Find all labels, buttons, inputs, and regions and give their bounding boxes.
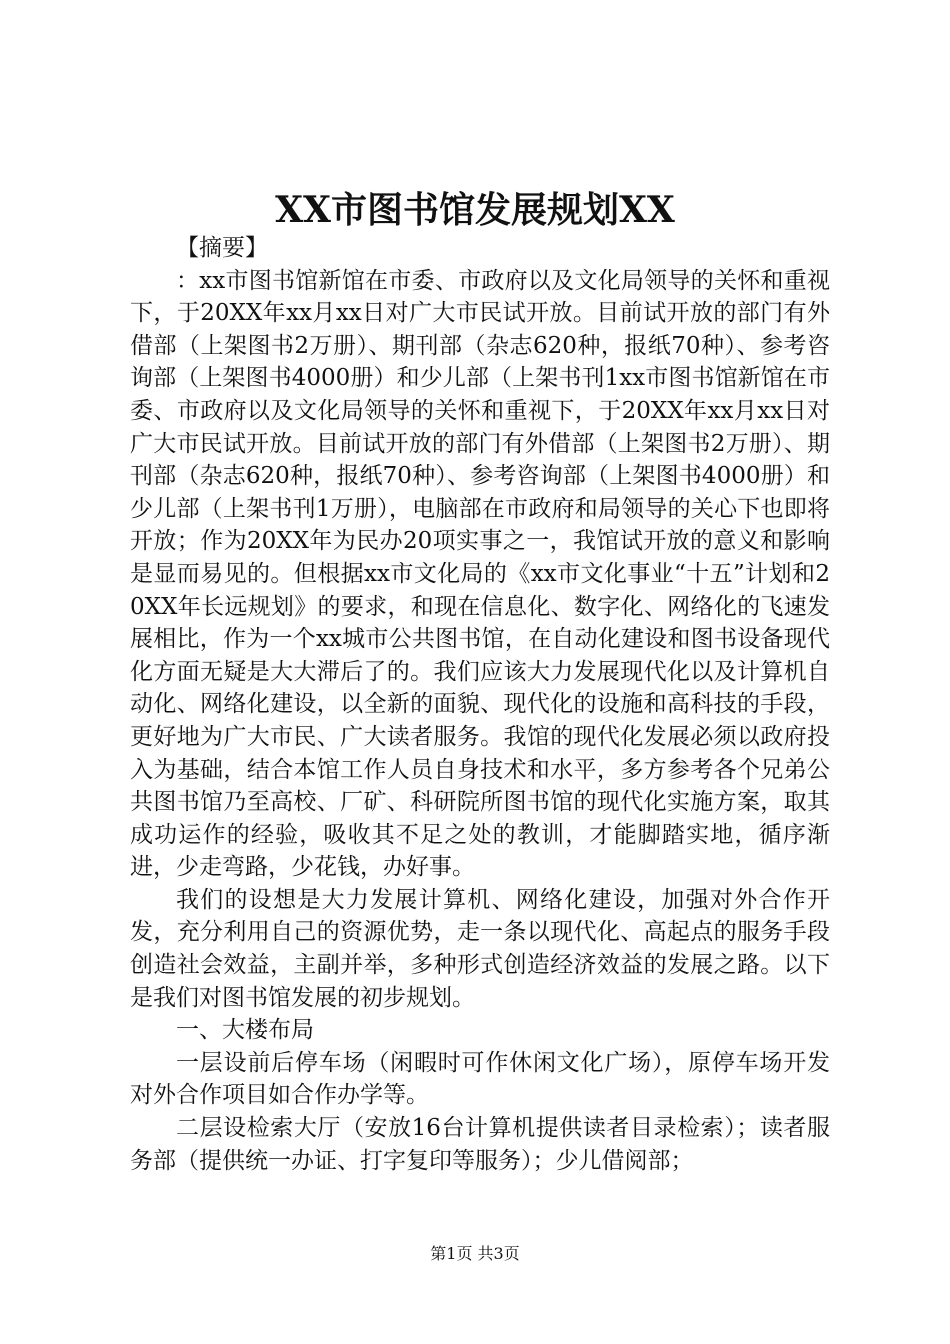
body-paragraph: 一层设前后停车场（闲暇时可作休闲文化广场），原停车场开发对外合作项目如合作办学等。 (130, 1049, 830, 1109)
page-number: 第1页 共3页 (430, 1244, 520, 1263)
body-paragraph: 我们的设想是大力发展计算机、网络化建设，加强对外合作开发，充分利用自己的资源优势，走一条以现代化、高起点的服务手段创造社会效益，主副并举，多种形式创造经济效益的发展之路。以下是我们对图书馆发展的初步规划。 (130, 886, 830, 1011)
abstract-heading: 【摘要】 (176, 235, 268, 261)
abstract-paragraph: ：xx市图书馆新馆在市委、市政府以及文化局领导的关怀和重视下，于20XX年xx月xx日对广大市民试开放。目前试开放的部门有外借部（上架图书2万册）、期刊部（杂志620种，报纸70种）、参考咨询部（上架图书4000册）和少儿部（上架书刊1xx市图书馆新馆在市委、市政府以及文化局领导的关怀和重视下，于20XX年xx月xx日对广大市民试开放。目前试开放的部门有外借部（上架图书2万册）、期刊部（杂志620种，报纸70种）、参考咨询部（上架图书4000册）和少儿部（上架书刊1万册），电脑部在市政府和局领导的关心下也即将开放；作为20XX年为民办20项实事之一，我馆试开放的意义和影响是显而易见的。但根据xx市文化局的《xx市文化事业“十五”计划和20XX年长远规划》的要求，和现在信息化、数字化、网络化的飞速发展相比，作为一个xx城市公共图书馆，在自动化建设和图书设备现代化方面无疑是大大滞后了的。我们应该大力发展现代化以及计算机自动化、网络化建设，以全新的面貌、现代化的设施和高科技的手段，更好地为广大市民、广大读者服务。我馆的现代化发展必须以政府投入为基础，结合本馆工作人员自身技术和水平，多方参考各个兄弟公共图书馆乃至高校、厂矿、科研院所图书馆的现代化实施方案，取其成功运作的经验，吸收其不足之处的教训，才能脚踏实地，循序渐进，少走弯路，少花钱，办好事。 (130, 267, 830, 881)
section-heading: 一、大楼布局 (176, 1017, 314, 1044)
body-paragraph: 二层设检索大厅（安放16台计算机提供读者目录检索）；读者服务部（提供统一办证、打字复印等服务）；少儿借阅部； (130, 1115, 830, 1174)
document-body (130, 232, 830, 1177)
document-title: XX市图书馆发展规划XX (275, 189, 675, 231)
